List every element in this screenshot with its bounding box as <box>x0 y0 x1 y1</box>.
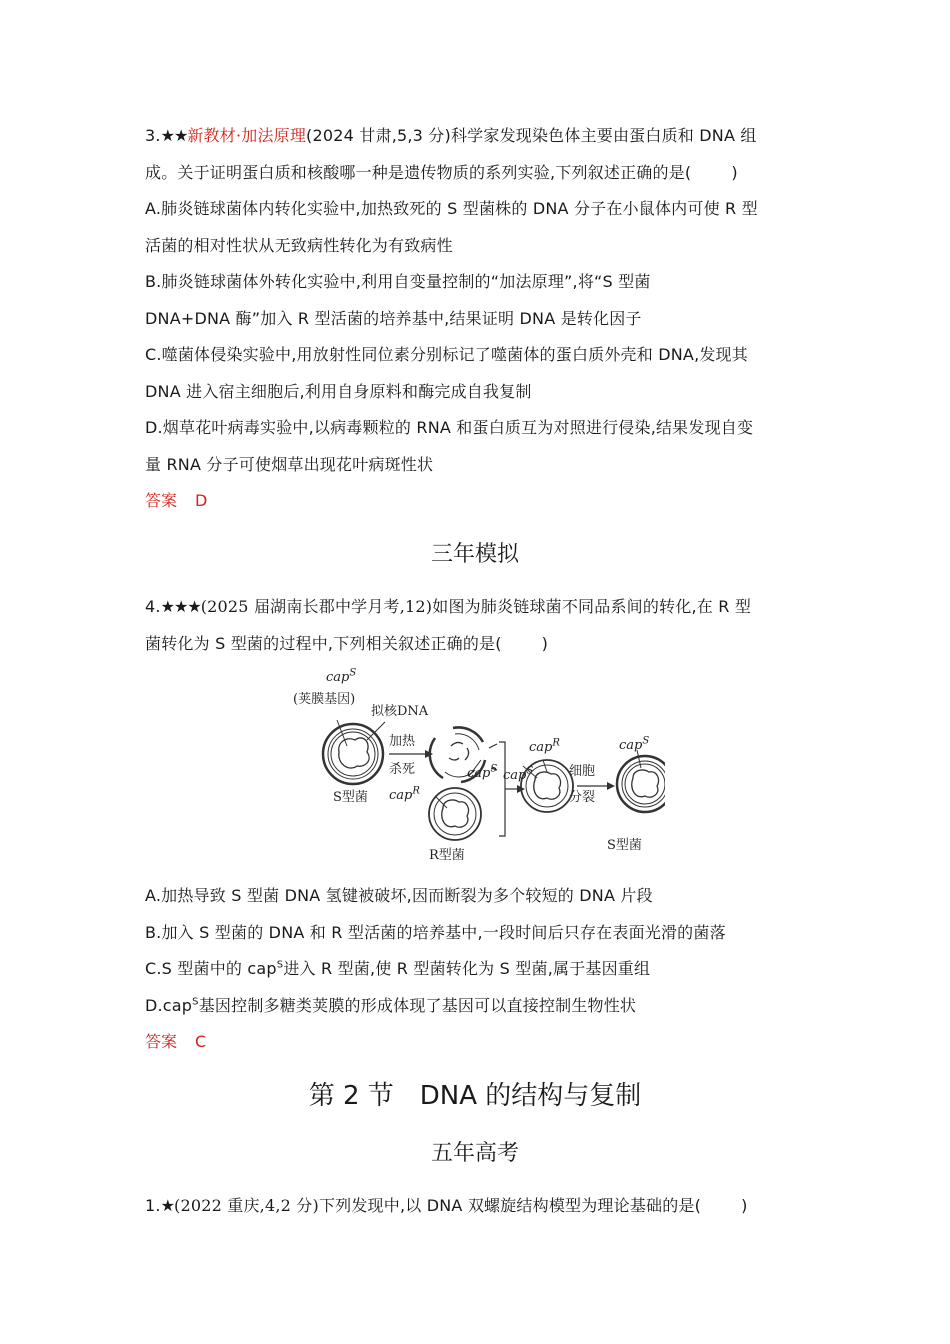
label-capS-mid: cap$^S$ <box>467 763 498 781</box>
q4-answer <box>145 1024 805 1060</box>
question-stem: 菌转化为 S 型菌的过程中,下列相关叙述正确的是( <box>145 633 502 653</box>
question-stem: 科学家发现染色体主要由蛋白质和 DNA 组 <box>450 126 757 145</box>
question-number: 3. <box>145 126 161 145</box>
label-s-bacteria-right: S型菌 <box>607 838 642 853</box>
q4-stem-line1 <box>145 589 805 626</box>
q4-option-c: C.S 型菌中的 cap$^S$进入 R 型菌,使 R 型菌转化为 S 型菌,属于基因重组 <box>145 959 651 978</box>
question-stem: 如图为肺炎链球菌不同品系间的转化,在 R 型 <box>432 597 752 616</box>
q3-option-a-cont: 活菌的相对性状从无致病性转化为有致病性 <box>145 235 453 255</box>
q4-option-a: A.加热导致 S 型菌 DNA 氢键被破坏,因而断裂为多个较短的 DNA 片段 <box>145 886 653 905</box>
label-capsule-gene: (荚膜基因) <box>293 692 356 707</box>
label-division: 分裂 <box>569 790 596 805</box>
q3-option-c: C.噬菌体侵染实验中,用放射性同位素分别标记了噬菌体的蛋白质外壳和 DNA,发现其 <box>145 345 748 364</box>
difficulty-stars: ★ <box>160 1196 175 1215</box>
q4-stem-line2: 菌转化为 S 型菌的过程中,下列相关叙述正确的是( ) <box>145 633 549 653</box>
difficulty-stars: ★★ <box>160 126 188 145</box>
result-s-bacterium <box>617 756 665 812</box>
label-capR-left: cap$^R$ <box>389 785 420 803</box>
label-capS-top: cap$^S$ <box>326 667 357 685</box>
r-bacterium-cell <box>429 788 481 840</box>
label-pseudo-dna: 拟核DNA <box>371 704 429 719</box>
label-capR-right: cap$^R$ <box>529 737 560 755</box>
chapter-title: 第 2 节 DNA 的结构与复制 <box>308 1081 642 1111</box>
q3-option-d-cont: 量 RNA 分子可使烟草出现花叶病斑性状 <box>145 454 434 474</box>
q4-option-d: D.cap$^S$基因控制多糖类荚膜的形成体现了基因可以直接控制生物性状 <box>145 995 637 1015</box>
q3-option-a: A.肺炎链球菌体内转化实验中,加热致死的 S 型菌株的 DNA 分子在小鼠体内可使 R 型 <box>145 199 758 218</box>
q3-option-c-cont: DNA 进入宿主细胞后,利用自身原料和酶完成自我复制 <box>145 381 532 401</box>
question-number: 1. <box>145 1196 161 1215</box>
q3-option-b: B.肺炎链球菌体外转化实验中,利用自变量控制的“加法原理”,将“S 型菌 <box>145 272 651 291</box>
label-heat: 加热 <box>389 734 416 749</box>
q3-answer <box>145 483 805 519</box>
question-number: 4. <box>145 597 161 616</box>
q1-stem: 1.★(2022 重庆,4,2 分)下列发现中,以 DNA 双螺旋结构模型为理论基础的是( ) <box>145 1196 748 1215</box>
q4-option-b: B.加入 S 型菌的 DNA 和 R 型活菌的培养基中,一段时间后只存在表面光滑的菌落 <box>145 922 726 942</box>
label-r-bacteria: R型菌 <box>429 848 465 863</box>
label-kill: 杀死 <box>389 762 416 777</box>
answer-label: 答案 <box>145 1032 178 1051</box>
section-heading-exam: 五年高考 <box>430 1141 519 1166</box>
transformation-diagram <box>145 668 805 866</box>
question-stem: 成。关于证明蛋白质和核酸哪一种是遗传物质的系列实验,下列叙述正确的是( <box>145 162 692 182</box>
answer-value: D <box>195 491 208 510</box>
question-stem: 下列发现中,以 DNA 双螺旋结构模型为理论基础的是( <box>318 1196 702 1215</box>
label-s-bacteria-left: S型菌 <box>333 790 368 805</box>
answer-label: 答案 <box>145 491 178 510</box>
q3-stem-line2: 成。关于证明蛋白质和核酸哪一种是遗传物质的系列实验,下列叙述正确的是( ) <box>145 162 738 182</box>
question-source: (2025 届湖南长郡中学月考,12) <box>200 597 433 616</box>
question-source: (2022 重庆,4,2 分) <box>174 1196 319 1215</box>
question-tag: 新教材·加法原理 <box>187 126 307 145</box>
question-source: (2024 甘肃,5,3 分) <box>306 126 451 145</box>
q3-option-b-cont: DNA+DNA 酶”加入 R 型活菌的培养基中,结果证明 DNA 是转化因子 <box>145 308 642 328</box>
answer-value: C <box>195 1032 207 1051</box>
label-capS-transfer: cap$^S$ <box>503 765 534 783</box>
label-capS-right: cap$^S$ <box>619 735 650 753</box>
section-heading-simulation: 三年模拟 <box>430 542 519 567</box>
document-page <box>145 118 805 1225</box>
q3-option-d: D.烟草花叶病毒实验中,以病毒颗粒的 RNA 和蛋白质互为对照进行侵染,结果发现自变 <box>145 418 754 437</box>
label-cell: 细胞 <box>569 764 596 779</box>
q3-stem-line1 <box>145 118 805 155</box>
difficulty-stars: ★★★ <box>160 597 201 616</box>
